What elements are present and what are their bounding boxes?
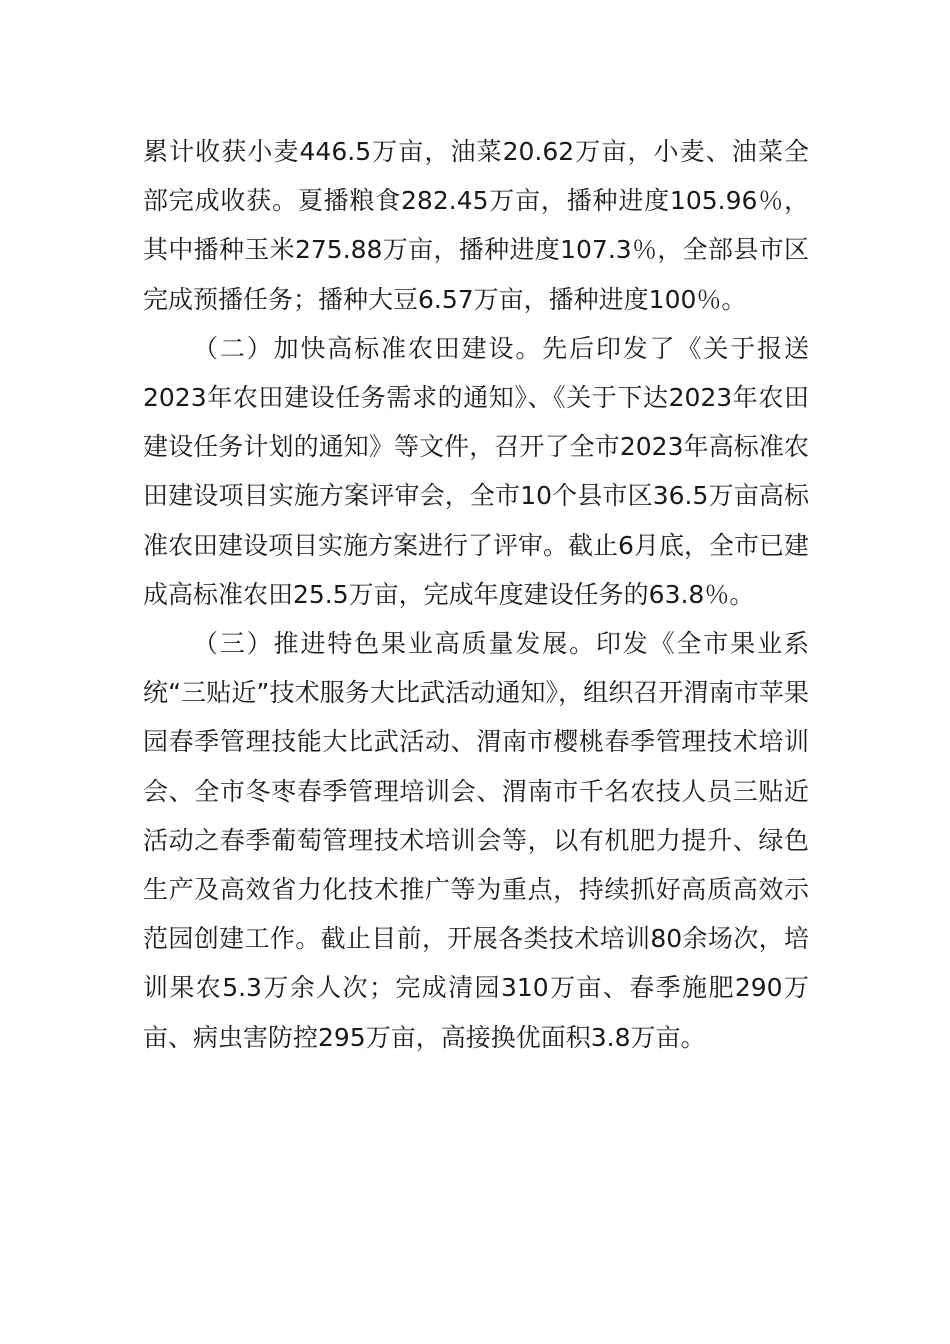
paragraph-fruit-industry: （三）推进特色果业高质量发展。印发《全市果业系统“三贴近”技术服务大比武活动通知》，组织召开渭南市苹果园春季管理技能大比武活动、渭南市樱桃春季管理技术培训会、全市冬枣春季管理培训会、渭南市千名农技人员三贴近活动之春季葡萄管理技术培训会等，以有机肥力提升、绿色生产及高效省力化技术推广等为重点，持续抓好高质高效示范园创建工作。截止目前，开展各类技术培训80余场次，培训果农5.3万余人次；完成清园310万亩、春季施肥290万亩、病虫害防控295万亩，高接换优面积3.8万亩。 bbox=[143, 629, 809, 1052]
paragraph-farmland-construction: （二）加快高标准农田建设。先后印发了《关于报送2023年农田建设任务需求的通知》、《关于下达2023年农田建设任务计划的通知》等文件，召开了全市2023年高标准农田建设项目实施方案评审会，全市10个县市区36.5万亩高标准农田建设项目实施方案进行了评审。截止6月底，全市已建成高标准农田25.5万亩，完成年度建设任务的63.8％。 bbox=[143, 333, 809, 609]
paragraph-harvest-progress: 累计收获小麦446.5万亩，油菜20.62万亩，小麦、油菜全部完成收获。夏播粮食282.45万亩，播种进度105.96％，其中播种玉米275.88万亩，播种进度107.3％，全部县市区完成预播任务；播种大豆6.57万亩，播种进度100％。 bbox=[143, 137, 809, 314]
body-text bbox=[143, 127, 809, 1062]
